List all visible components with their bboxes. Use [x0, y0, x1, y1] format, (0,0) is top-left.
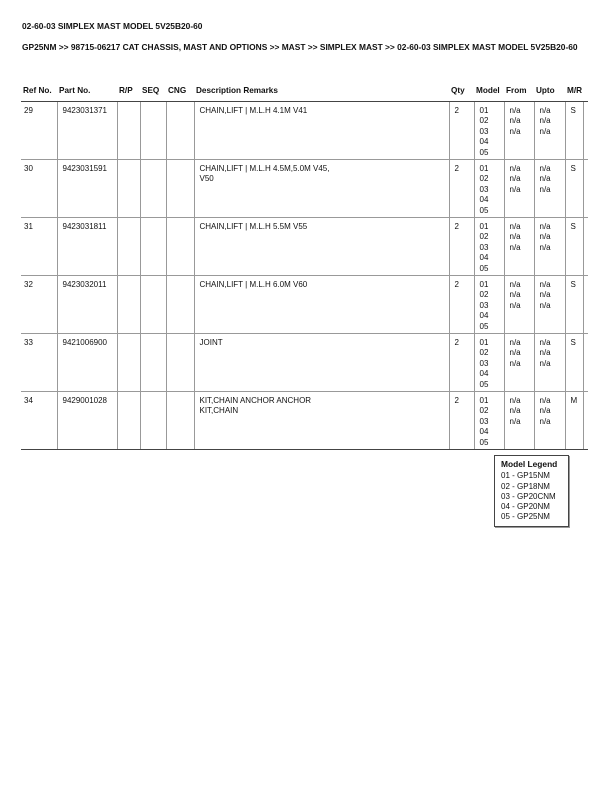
- cell-mr: S: [565, 160, 583, 218]
- cell-cng: [166, 102, 194, 160]
- cell-rp: [117, 334, 140, 392]
- column-header: Qty: [449, 86, 474, 102]
- cell-cng: [166, 392, 194, 450]
- cell-seq: [140, 160, 166, 218]
- column-header: M/R: [565, 86, 583, 102]
- legend-item: 05 - GP25NM: [501, 512, 550, 522]
- cell-cng: [166, 160, 194, 218]
- cell-qty: 2: [449, 392, 474, 450]
- cell-spacer: [583, 276, 588, 334]
- cell-seq: [140, 392, 166, 450]
- column-header: Description Remarks: [194, 86, 449, 102]
- cell-from: n/a n/a n/a: [504, 102, 534, 160]
- parts-table: [21, 86, 588, 450]
- cell-part: 9421006900: [57, 334, 117, 392]
- cell-rp: [117, 218, 140, 276]
- cell-cng: [166, 276, 194, 334]
- cell-upto: n/a n/a n/a: [534, 218, 565, 276]
- cell-ref: 29: [21, 102, 57, 160]
- cell-from: n/a n/a n/a: [504, 334, 534, 392]
- column-header: Model: [474, 86, 504, 102]
- table-row: [21, 276, 588, 334]
- cell-from: n/a n/a n/a: [504, 218, 534, 276]
- cell-seq: [140, 102, 166, 160]
- cell-from: n/a n/a n/a: [504, 276, 534, 334]
- cell-qty: 2: [449, 102, 474, 160]
- cell-desc: CHAIN,LIFT | M.L.H 4.5M,5.0M V45, V50: [194, 160, 449, 218]
- legend-item: 01 - GP15NM: [501, 471, 550, 481]
- cell-desc: JOINT: [194, 334, 449, 392]
- cell-part: 9429001028: [57, 392, 117, 450]
- cell-spacer: [583, 160, 588, 218]
- cell-upto: n/a n/a n/a: [534, 160, 565, 218]
- cell-rp: [117, 392, 140, 450]
- cell-mr: S: [565, 218, 583, 276]
- column-header: Part No.: [57, 86, 117, 102]
- cell-qty: 2: [449, 160, 474, 218]
- legend-title: Model Legend: [501, 459, 558, 469]
- cell-desc: KIT,CHAIN ANCHOR ANCHOR KIT,CHAIN: [194, 392, 449, 450]
- cell-upto: n/a n/a n/a: [534, 334, 565, 392]
- cell-spacer: [583, 392, 588, 450]
- cell-ref: 30: [21, 160, 57, 218]
- cell-model: 01 02 03 04 05: [474, 102, 504, 160]
- cell-ref: 31: [21, 218, 57, 276]
- column-header: R/P: [117, 86, 140, 102]
- cell-qty: 2: [449, 218, 474, 276]
- cell-model: 01 02 03 04 05: [474, 392, 504, 450]
- cell-part: 9423031371: [57, 102, 117, 160]
- cell-from: n/a n/a n/a: [504, 160, 534, 218]
- cell-ref: 32: [21, 276, 57, 334]
- cell-spacer: [583, 334, 588, 392]
- cell-part: 9423031591: [57, 160, 117, 218]
- legend-item: 03 - GP20CNM: [501, 491, 556, 501]
- table-row: [21, 392, 588, 450]
- column-header: From: [504, 86, 534, 102]
- cell-desc: CHAIN,LIFT | M.L.H 6.0M V60: [194, 276, 449, 334]
- column-header: CNG: [166, 86, 194, 102]
- table-row: [21, 160, 588, 218]
- column-header-spacer: [583, 86, 588, 102]
- cell-rp: [117, 276, 140, 334]
- cell-seq: [140, 218, 166, 276]
- cell-mr: S: [565, 276, 583, 334]
- cell-spacer: [583, 102, 588, 160]
- cell-part: 9423032011: [57, 276, 117, 334]
- cell-qty: 2: [449, 334, 474, 392]
- column-header: SEQ: [140, 86, 166, 102]
- column-header: Ref No.: [21, 86, 57, 102]
- breadcrumb: GP25NM >> 98715-06217 CAT CHASSIS, MAST AND OPTIONS >> MAST >> SIMPLEX MAST >> 02-60-03 SIMPLEX MAST MODEL 5V25B20-60: [22, 42, 578, 52]
- cell-from: n/a n/a n/a: [504, 392, 534, 450]
- cell-upto: n/a n/a n/a: [534, 102, 565, 160]
- table-row: [21, 334, 588, 392]
- page-title: 02-60-03 SIMPLEX MAST MODEL 5V25B20-60: [22, 21, 203, 31]
- cell-spacer: [583, 218, 588, 276]
- cell-desc: CHAIN,LIFT | M.L.H 5.5M V55: [194, 218, 449, 276]
- cell-seq: [140, 334, 166, 392]
- legend-item: 02 - GP18NM: [501, 481, 550, 491]
- legend-item: 04 - GP20NM: [501, 502, 550, 512]
- cell-desc: CHAIN,LIFT | M.L.H 4.1M V41: [194, 102, 449, 160]
- cell-ref: 34: [21, 392, 57, 450]
- cell-qty: 2: [449, 276, 474, 334]
- cell-seq: [140, 276, 166, 334]
- cell-model: 01 02 03 04 05: [474, 218, 504, 276]
- column-header: Upto: [534, 86, 565, 102]
- cell-cng: [166, 334, 194, 392]
- cell-mr: M: [565, 392, 583, 450]
- cell-ref: 33: [21, 334, 57, 392]
- cell-model: 01 02 03 04 05: [474, 334, 504, 392]
- cell-mr: S: [565, 334, 583, 392]
- cell-upto: n/a n/a n/a: [534, 276, 565, 334]
- cell-part: 9423031811: [57, 218, 117, 276]
- cell-mr: S: [565, 102, 583, 160]
- model-legend: [494, 455, 569, 527]
- table-row: [21, 102, 588, 160]
- cell-rp: [117, 102, 140, 160]
- cell-model: 01 02 03 04 05: [474, 276, 504, 334]
- cell-rp: [117, 160, 140, 218]
- cell-cng: [166, 218, 194, 276]
- table-row: [21, 218, 588, 276]
- cell-model: 01 02 03 04 05: [474, 160, 504, 218]
- cell-upto: n/a n/a n/a: [534, 392, 565, 450]
